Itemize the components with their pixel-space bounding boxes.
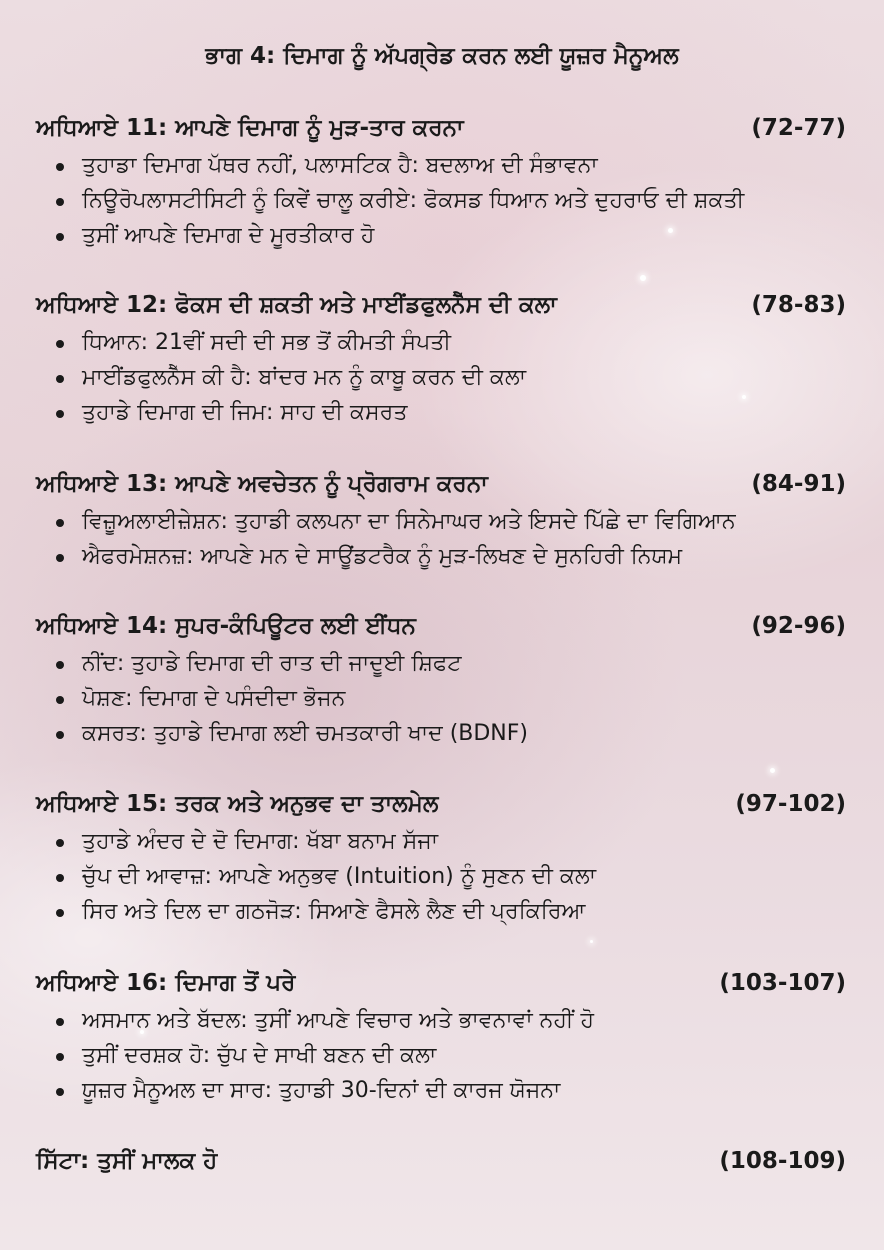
topic-item: ਸਿਰ ਅਤੇ ਦਿਲ ਦਾ ਗਠਜੋੜ: ਸਿਆਣੇ ਫੈਸਲੇ ਲੈਣ ਦੀ ਪ੍ਰਕਿਰਿਆ bbox=[36, 894, 846, 929]
conclusion-section bbox=[36, 1145, 846, 1177]
topic-item: ਤੁਹਾਡੇ ਦਿਮਾਗ ਦੀ ਜਿਮ: ਸਾਹ ਦੀ ਕਸਰਤ bbox=[36, 395, 846, 430]
topic-item: ਪੋਸ਼ਣ: ਦਿਮਾਗ ਦੇ ਪਸੰਦੀਦਾ ਭੋਜਨ bbox=[36, 681, 846, 716]
chapter-page-range: (72-77) bbox=[751, 115, 846, 141]
topic-item: ਧਿਆਨ: 21ਵੀਂ ਸਦੀ ਦੀ ਸਭ ਤੋਂ ਕੀਮਤੀ ਸੰਪਤੀ bbox=[36, 325, 846, 360]
topic-item: ਅਸਮਾਨ ਅਤੇ ਬੱਦਲ: ਤੁਸੀਂ ਆਪਣੇ ਵਿਚਾਰ ਅਤੇ ਭਾਵਨਾਵਾਂ ਨਹੀਂ ਹੋ bbox=[36, 1003, 846, 1038]
chapter-topic-list bbox=[36, 1003, 846, 1108]
background-star bbox=[590, 940, 593, 943]
topic-item: ਐਫਰਮੇਸ਼ਨਜ਼: ਆਪਣੇ ਮਨ ਦੇ ਸਾਊਂਡਟਰੈਕ ਨੂੰ ਮੁੜ-ਲਿਖਣ ਦੇ ਸੁਨਹਿਰੀ ਨਿਯਮ bbox=[36, 539, 846, 574]
chapter-header bbox=[36, 610, 846, 642]
background-star bbox=[640, 275, 646, 281]
chapter-section bbox=[36, 967, 846, 1108]
background-star bbox=[770, 768, 775, 773]
topic-item: ਤੁਹਾਡੇ ਅੰਦਰ ਦੇ ਦੋ ਦਿਮਾਗ: ਖੱਬਾ ਬਨਾਮ ਸੱਜਾ bbox=[36, 824, 846, 859]
chapter-heading: ਅਧਿਆਏ 13: ਆਪਣੇ ਅਵਚੇਤਨ ਨੂੰ ਪ੍ਰੋਗਰਾਮ ਕਰਨਾ bbox=[36, 471, 488, 497]
chapter-heading: ਅਧਿਆਏ 14: ਸੁਪਰ-ਕੰਪਿਊਟਰ ਲਈ ਈਂਧਨ bbox=[36, 613, 416, 639]
chapter-page-range: (103-107) bbox=[719, 970, 846, 996]
chapter-section bbox=[36, 788, 846, 929]
chapter-section bbox=[36, 610, 846, 751]
topic-item: ਚੁੱਪ ਦੀ ਆਵਾਜ਼: ਆਪਣੇ ਅਨੁਭਵ (Intuition) ਨੂੰ ਸੁਣਨ ਦੀ ਕਲਾ bbox=[36, 859, 846, 894]
topic-item: ਵਿਜ਼ੂਅਲਾਈਜ਼ੇਸ਼ਨ: ਤੁਹਾਡੀ ਕਲਪਨਾ ਦਾ ਸਿਨੇਮਾਘਰ ਅਤੇ ਇਸਦੇ ਪਿੱਛੇ ਦਾ ਵਿਗਿਆਨ bbox=[36, 504, 846, 539]
chapter-header bbox=[36, 289, 846, 321]
chapter-topic-list bbox=[36, 646, 846, 751]
conclusion-heading: ਸਿੱਟਾ: ਤੁਸੀਂ ਮਾਲਕ ਹੋ bbox=[36, 1148, 218, 1174]
chapter-page-range: (92-96) bbox=[751, 613, 846, 639]
chapter-topic-list bbox=[36, 148, 846, 253]
chapter-header bbox=[36, 112, 846, 144]
chapter-topic-list bbox=[36, 824, 846, 929]
chapter-page-range: (84-91) bbox=[751, 471, 846, 497]
topic-item: ਨੀਂਦ: ਤੁਹਾਡੇ ਦਿਮਾਗ ਦੀ ਰਾਤ ਦੀ ਜਾਦੂਈ ਸ਼ਿਫਟ bbox=[36, 646, 846, 681]
topic-item: ਨਿਊਰੋਪਲਾਸਟੀਸਿਟੀ ਨੂੰ ਕਿਵੇਂ ਚਾਲੂ ਕਰੀਏ: ਫੋਕਸਡ ਧਿਆਨ ਅਤੇ ਦੁਹਰਾਓ ਦੀ ਸ਼ਕਤੀ bbox=[36, 183, 846, 218]
chapter-heading: ਅਧਿਆਏ 15: ਤਰਕ ਅਤੇ ਅਨੁਭਵ ਦਾ ਤਾਲਮੇਲ bbox=[36, 791, 439, 817]
topic-item: ਯੂਜ਼ਰ ਮੈਨੂਅਲ ਦਾ ਸਾਰ: ਤੁਹਾਡੀ 30-ਦਿਨਾਂ ਦੀ ਕਾਰਜ ਯੋਜਨਾ bbox=[36, 1073, 846, 1108]
chapter-section bbox=[36, 112, 846, 253]
chapter-page-range: (108-109) bbox=[719, 1148, 846, 1174]
chapter-heading: ਅਧਿਆਏ 16: ਦਿਮਾਗ ਤੋਂ ਪਰੇ bbox=[36, 970, 296, 996]
topic-item: ਤੁਹਾਡਾ ਦਿਮਾਗ ਪੱਥਰ ਨਹੀਂ, ਪਲਾਸਟਿਕ ਹੈ: ਬਦਲਾਅ ਦੀ ਸੰਭਾਵਨਾ bbox=[36, 148, 846, 183]
topic-item: ਮਾਈਂਡਫੁਲਨੈੱਸ ਕੀ ਹੈ: ਬਾਂਦਰ ਮਨ ਨੂੰ ਕਾਬੂ ਕਰਨ ਦੀ ਕਲਾ bbox=[36, 360, 846, 395]
chapter-topic-list bbox=[36, 325, 846, 430]
chapter-heading: ਅਧਿਆਏ 12: ਫੋਕਸ ਦੀ ਸ਼ਕਤੀ ਅਤੇ ਮਾਈਂਡਫੁਲਨੈੱਸ ਦੀ ਕਲਾ bbox=[36, 292, 557, 318]
topic-item: ਤੁਸੀਂ ਆਪਣੇ ਦਿਮਾਗ ਦੇ ਮੂਰਤੀਕਾਰ ਹੋ bbox=[36, 218, 846, 253]
chapter-header bbox=[36, 967, 846, 999]
chapter-topic-list bbox=[36, 504, 846, 574]
chapter-page-range: (78-83) bbox=[751, 292, 846, 318]
chapter-section bbox=[36, 468, 846, 574]
chapter-heading: ਅਧਿਆਏ 11: ਆਪਣੇ ਦਿਮਾਗ ਨੂੰ ਮੁੜ-ਤਾਰ ਕਰਨਾ bbox=[36, 115, 464, 141]
chapter-section bbox=[36, 289, 846, 430]
topic-item: ਤੁਸੀਂ ਦਰਸ਼ਕ ਹੋ: ਚੁੱਪ ਦੇ ਸਾਖੀ ਬਣਨ ਦੀ ਕਲਾ bbox=[36, 1038, 846, 1073]
page-title: ਭਾਗ 4: ਦਿਮਾਗ ਨੂੰ ਅੱਪਗ੍ਰੇਡ ਕਰਨ ਲਈ ਯੂਜ਼ਰ ਮੈਨੂਅਲ bbox=[205, 43, 679, 69]
chapter-header bbox=[36, 788, 846, 820]
chapter-page-range: (97-102) bbox=[735, 791, 846, 817]
chapter-header bbox=[36, 468, 846, 500]
topic-item: ਕਸਰਤ: ਤੁਹਾਡੇ ਦਿਮਾਗ ਲਈ ਚਮਤਕਾਰੀ ਖਾਦ (BDNF) bbox=[36, 716, 846, 751]
chapter-header bbox=[36, 1145, 846, 1177]
